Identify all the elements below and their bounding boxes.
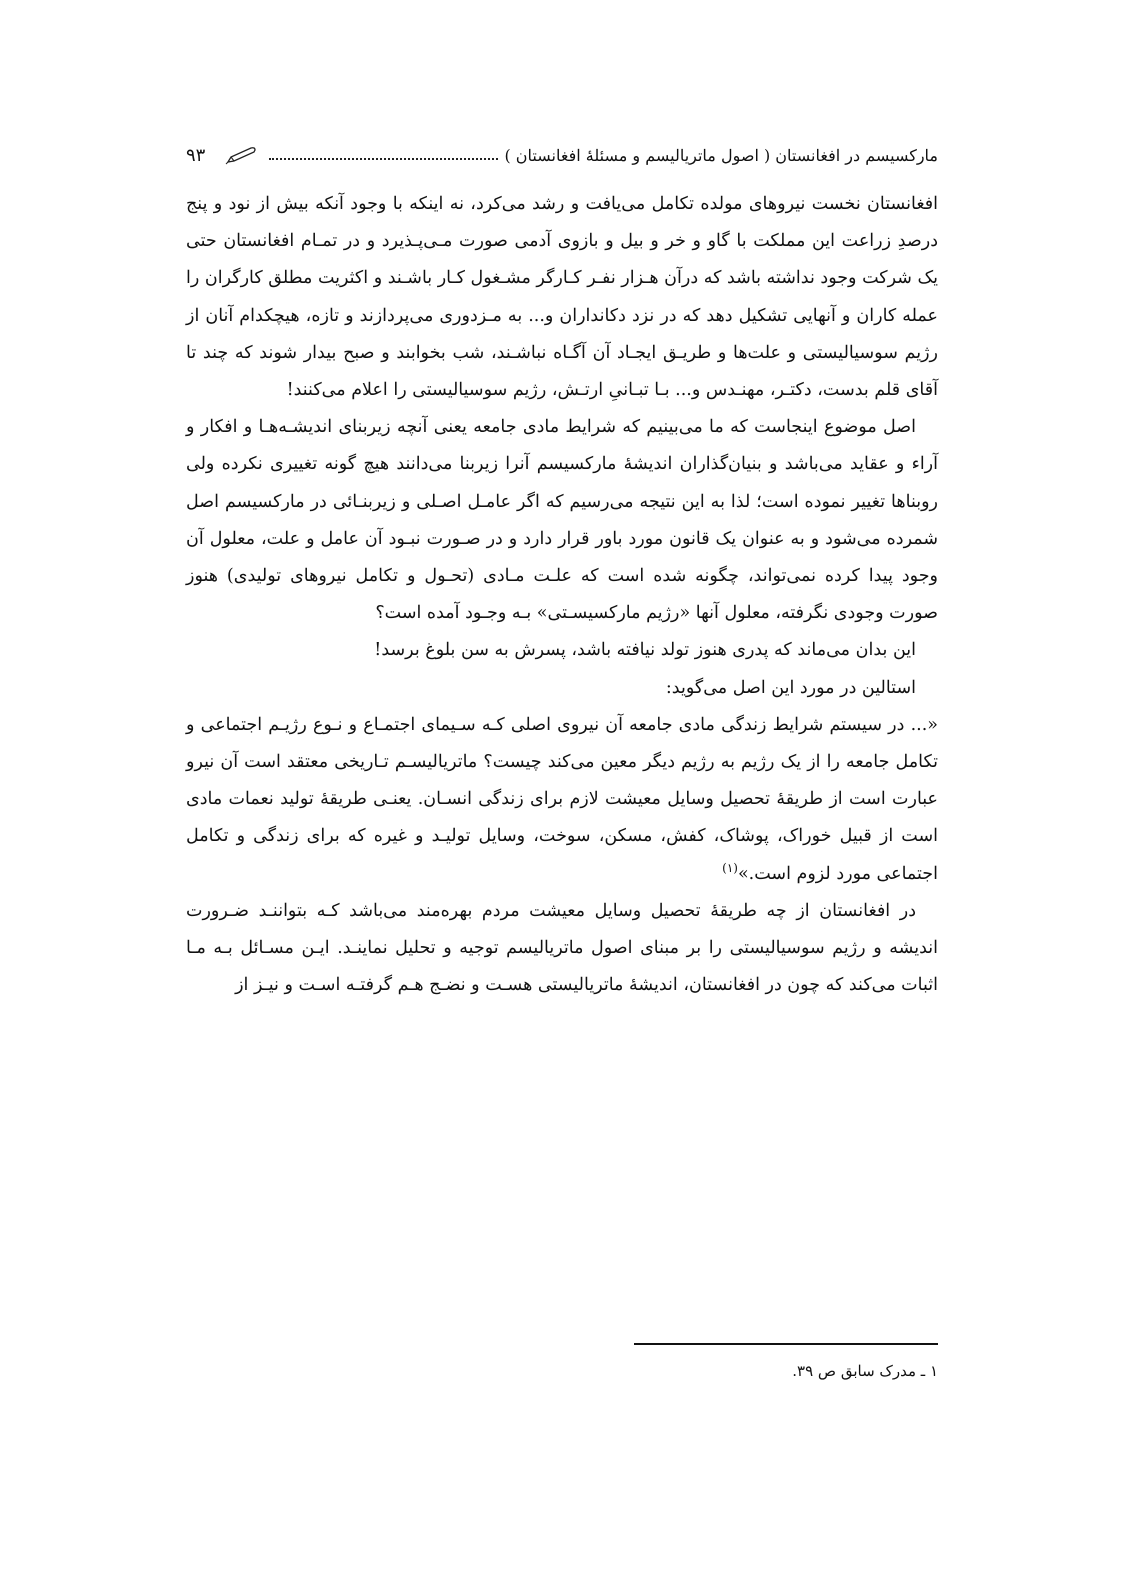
quotation-text: «... در سیستم شرایط زندگی مادی جامعه آن نیروی اصلی کـه سـیمای اجتمـاع و نـوع رژیـم اجتماعی و تکامل جامعه را از یک رژیم به رژیم دیگر معین می‌کند چیست؟ ماتریالیسـم تـاریخی معتقد است آن نیرو عبارت است از طریقهٔ تحصیل وسایل معیشت لازم برای زندگی انسـان. یعنـی طریقهٔ تولید نعمات مادی است از قبیل خوراک، پوشاک، کفش، مسکن، سوخت، وسایل تولیـد و غیره که برای زندگی و تکامل اجتماعی مورد لزوم است.» (186, 714, 938, 884)
footnote: ۱ ـ مدرک سابق ص ۳۹. (792, 1362, 938, 1380)
footnote-marker: (۱) (722, 860, 738, 875)
paragraph: اصل موضوع اینجاست که ما می‌بینیم که شرایط مادی جامعه یعنی آنچه زیربنای اندیشـه‌هـا و افکار و آراء و عقاید می‌باشد و بنیان‌گذاران اندیشهٔ مارکسیسم آنرا زیربنا می‌دانند هیچ گونه تغییری نکرده ولی روبناها تغییر نموده است؛ لذا به این نتیجه می‌رسیم که اگر عامـل اصـلی و زیربنـائی در مارکسیسم اصل شمرده می‌شود و به عنوان یک قانون مورد باور قرار دارد و در صـورت نبـود آن عامل و علت، معلول آن وجود پیدا کرده نمی‌تواند، چگونه شده است که علـت مـادی (تحـول و تکامل نیروهای تولیدی) هنوز صورت وجودی نگرفته، معلول آنها «رژیم مارکسیسـتی» بـه وجـود آمده است؟ (186, 417, 938, 624)
header-title: مارکسیسم در افغانستان ( اصول ماتریالیسم و مسئلهٔ افغانستان ) (504, 145, 938, 165)
paragraph: افغانستان نخست نیروهای مولده تکامل می‌یافت و رشد می‌کرد، نه اینکه با وجود آنکه بیش از نود و پنج درصدِ زراعت این مملکت با گاو و خر و بیل و بازوی آدمی صورت مـی‌پـذیرد و در تمـام افغانستان حتی یک شرکت وجود نداشته باشد که درآن هـزار نفـر کـارگر مشـغول کـار باشـند و اکثریت مطلق کارگران را عمله کاران و آنهایی تشکیل دهد که در نزد دکانداران و... به مـزدوری می‌پردازند و تازه، هیچکدام آنان از رژیم سوسیالیستی و علت‌ها و طریـق ایجـاد آن آگـاه نباشـند، شب بخوابند و صبح بیدار شوند که چند تا آقای قلم بدست، دکتـر، مهنـدس و... بـا تبـانیِ ارتـش، رژیم سوسیالیستی را اعلام می‌کنند! (186, 194, 938, 401)
quotation-paragraph (186, 707, 938, 893)
page-number: ۹۳ (186, 144, 206, 166)
paragraph: استالین در مورد این اصل می‌گوید: (665, 677, 916, 698)
running-header (186, 140, 938, 170)
header-leader-dots (269, 158, 498, 160)
footnote-divider (634, 1343, 938, 1345)
paragraph: این بدان می‌ماند که پدری هنوز تولد نیافته باشد، پسرش به سن بلوغ برسد! (374, 640, 916, 661)
paragraph: در افغانستان از چه طریقهٔ تحصیل وسایل معیشت مردم بهره‌مند می‌باشد کـه بتواننـد ضـرورت اندیشه و رژیم سوسیالیستی را بر مبنای اصول ماتریالیسم توجیه و تحلیل نماینـد. ایـن مسـائل بـه مـا اثبات می‌کند که چون در افغانستان، اندیشهٔ ماتریالیستی هسـت و نضـج هـم گرفتـه اسـت و نیـز از (186, 900, 938, 996)
body-text (186, 186, 938, 1004)
pen-icon (225, 145, 259, 165)
